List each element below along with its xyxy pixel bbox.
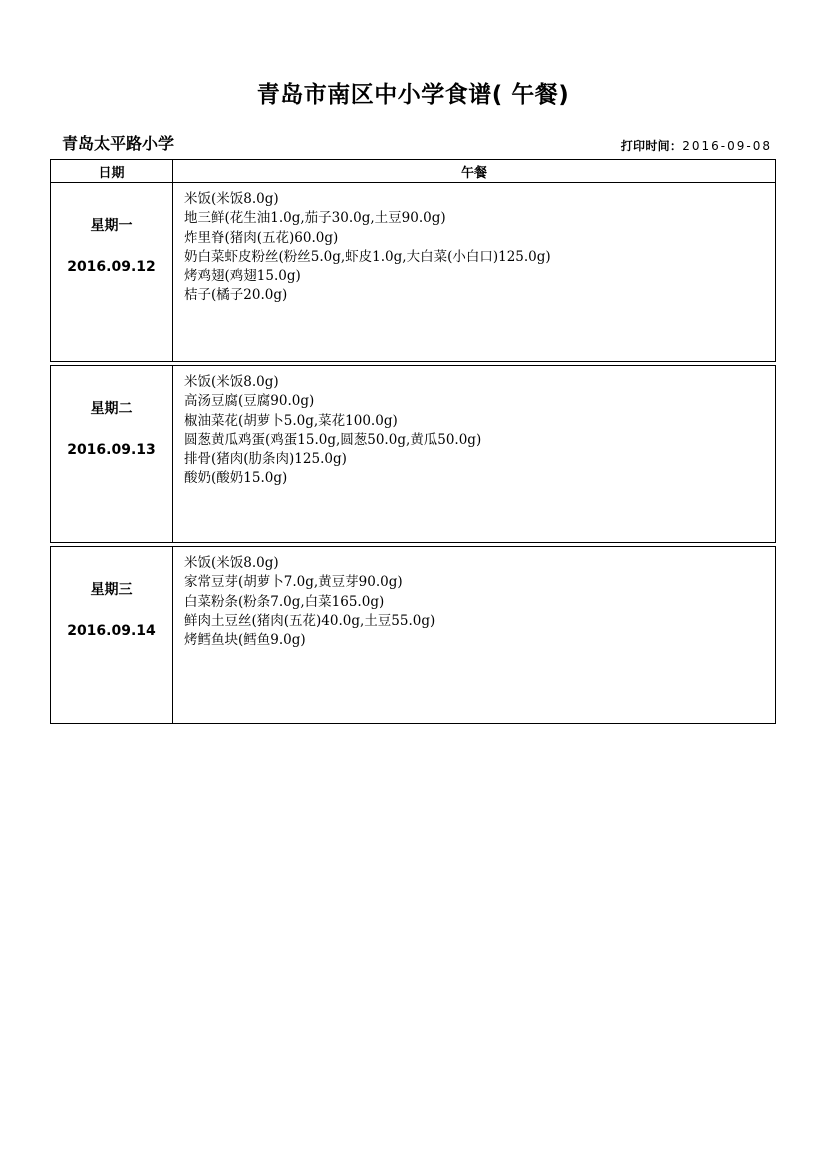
- print-time-value: 2016-09-08: [682, 139, 772, 153]
- date-cell: [51, 366, 173, 542]
- dish-item: 圆葱黄瓜鸡蛋(鸡蛋15.0g,圆葱50.0g,黄瓜50.0g): [184, 431, 482, 448]
- dish-item: 地三鲜(花生油1.0g,茄子30.0g,土豆90.0g): [184, 210, 446, 227]
- meal-cell: [173, 183, 775, 361]
- dish-item: 鲜肉土豆丝(猪肉(五花)40.0g,土豆55.0g): [184, 612, 436, 629]
- meal-cell: [173, 547, 775, 723]
- dish-item: 米饭(米饭8.0g): [184, 374, 279, 390]
- meal-cell: [173, 366, 775, 542]
- dish-item: 米饭(米饭8.0g): [184, 555, 279, 571]
- weekday-label: 星期三: [90, 582, 133, 598]
- date-label: 2016.09.13: [67, 442, 156, 458]
- dish-item: 排骨(猪肉(肋条肉)125.0g): [184, 451, 347, 468]
- date-label: 2016.09.14: [67, 623, 156, 639]
- dish-item: 烤鳕鱼块(鳕鱼9.0g): [184, 632, 306, 649]
- weekday-label: 星期二: [90, 401, 133, 417]
- date-cell: [51, 547, 173, 723]
- dish-item: 奶白菜虾皮粉丝(粉丝5.0g,虾皮1.0g,大白菜(小白口)125.0g): [184, 248, 551, 265]
- table-row-wednesday: [50, 546, 776, 724]
- table-header: [50, 159, 776, 183]
- print-time-label: 打印时间：: [620, 139, 683, 153]
- table-row-monday: [50, 183, 776, 362]
- dish-item: 家常豆芽(胡萝卜7.0g,黄豆芽90.0g): [184, 574, 403, 591]
- dish-item: 炸里脊(猪肉(五花)60.0g): [184, 229, 339, 246]
- header-lunch: 午餐: [460, 165, 487, 181]
- dish-item: 酸奶(酸奶15.0g): [184, 470, 288, 487]
- dish-item: 烤鸡翅(鸡翅15.0g): [184, 268, 301, 285]
- table-row-tuesday: [50, 365, 776, 543]
- dish-item: 米饭(米饭8.0g): [184, 191, 279, 207]
- dish-item: 椒油菜花(胡萝卜5.0g,菜花100.0g): [184, 412, 398, 429]
- dish-item: 高汤豆腐(豆腐90.0g): [184, 393, 315, 410]
- date-label: 2016.09.12: [67, 259, 156, 275]
- dish-item: 白菜粉条(粉条7.0g,白菜165.0g): [184, 593, 385, 610]
- page-title: 青岛市南区中小学食谱( 午餐): [256, 82, 570, 108]
- dish-item: 桔子(橘子20.0g): [184, 287, 288, 304]
- date-cell: [51, 183, 173, 361]
- menu-table: [50, 159, 776, 724]
- weekday-label: 星期一: [90, 218, 133, 234]
- school-name: 青岛太平路小学: [62, 134, 175, 153]
- header-date: 日期: [51, 160, 173, 182]
- print-time: [621, 137, 772, 154]
